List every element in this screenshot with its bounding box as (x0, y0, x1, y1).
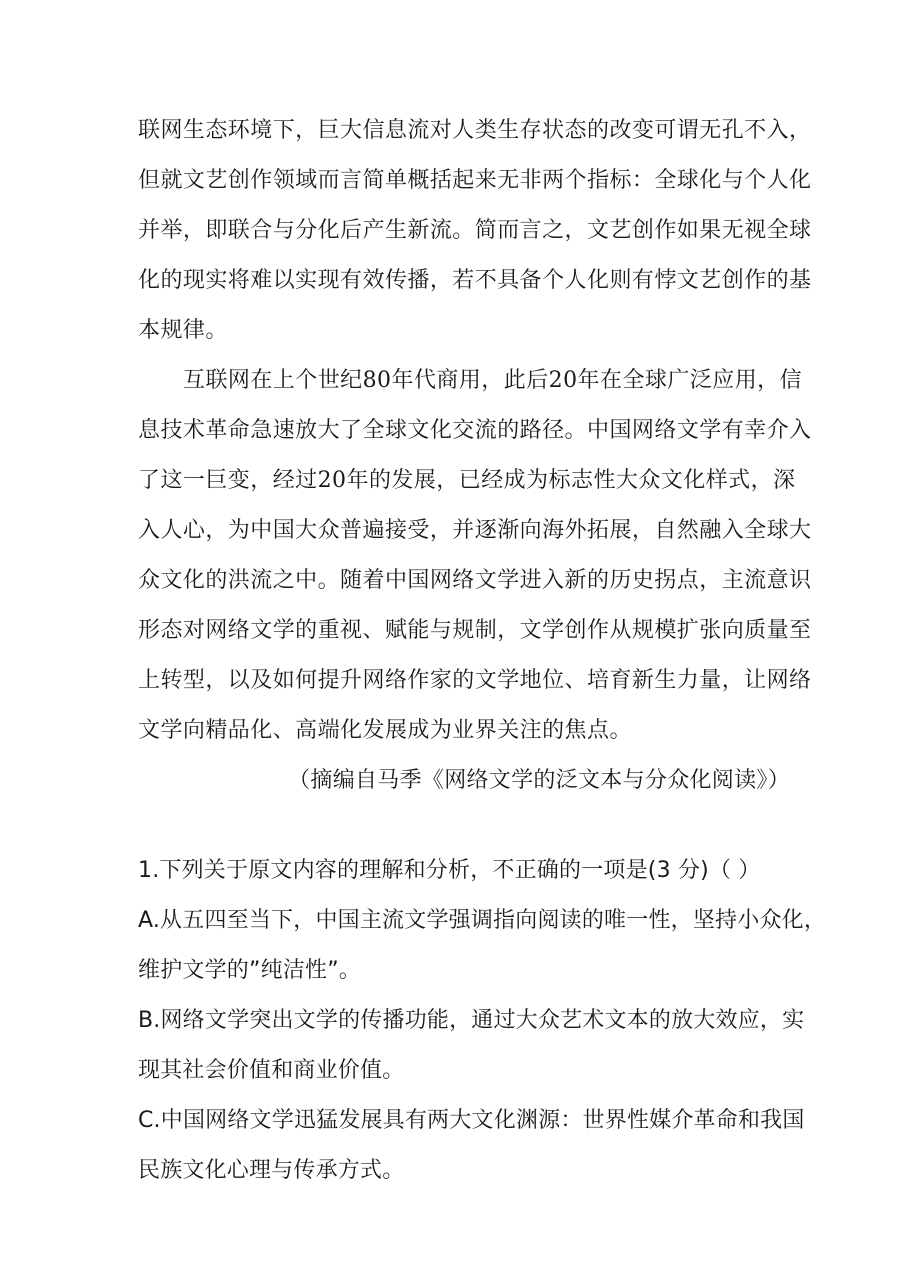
passage-line: 息技术革命急速放大了全球文化交流的路径。中国网络文学有幸介入 (138, 418, 812, 443)
option-line: A.从五四至当下，中国主流文学强调指向阅读的唯一性，坚持小众化， (138, 908, 827, 933)
option-line: C.中国网络文学迅猛发展具有两大文化渊源：世界性媒介革命和我国 (138, 1108, 805, 1133)
option-line: B.网络文学突出文学的传播功能，通过大众艺术文本的放大效应，实 (138, 1008, 805, 1033)
option-line: 现其社会价值和商业价值。 (138, 1058, 405, 1083)
passage-line: 众文化的洪流之中。随着中国网络文学进入新的历史拐点，主流意识 (138, 568, 812, 593)
passage-line: 本规律。 (138, 318, 228, 343)
option-line: 民族文化心理与传承方式。 (138, 1158, 405, 1183)
passage-source: （摘编自马季《网络文学的泛文本与分众化阅读》） (288, 768, 790, 793)
passage-line: 文学向精品化、高端化发展成为业界关注的焦点。 (138, 718, 632, 743)
question-stem: 1.下列关于原文内容的理解和分析，不正确的一项是(3 分)（ ） (138, 858, 761, 883)
passage-line: 入人心，为中国大众普遍接受，并逐渐向海外拓展，自然融入全球大 (138, 518, 812, 543)
passage-line: 形态对网络文学的重视、赋能与规制，文学创作从规模扩张向质量至 (138, 618, 812, 643)
option-line: 维护文学的”纯洁性”。 (138, 958, 361, 983)
passage-line: 化的现实将难以实现有效传播，若不具备个人化则有悖文艺创作的基 (138, 268, 812, 293)
passage-line: 上转型，以及如何提升网络作家的文学地位、培育新生力量，让网络 (138, 668, 812, 693)
passage-line: 并举，即联合与分化后产生新流。简而言之，文艺创作如果无视全球 (138, 218, 812, 243)
passage-line: 互联网在上个世纪80年代商用，此后20年在全球广泛应用，信 (183, 368, 803, 393)
passage-line: 了这一巨变，经过20年的发展，已经成为标志性大众文化样式，深 (138, 468, 796, 493)
passage-line: 但就文艺创作领域而言简单概括起来无非两个指标：全球化与个人化 (138, 168, 812, 193)
passage-line: 联网生态环境下，巨大信息流对人类生存状态的改变可谓无孔不入， (138, 118, 812, 143)
